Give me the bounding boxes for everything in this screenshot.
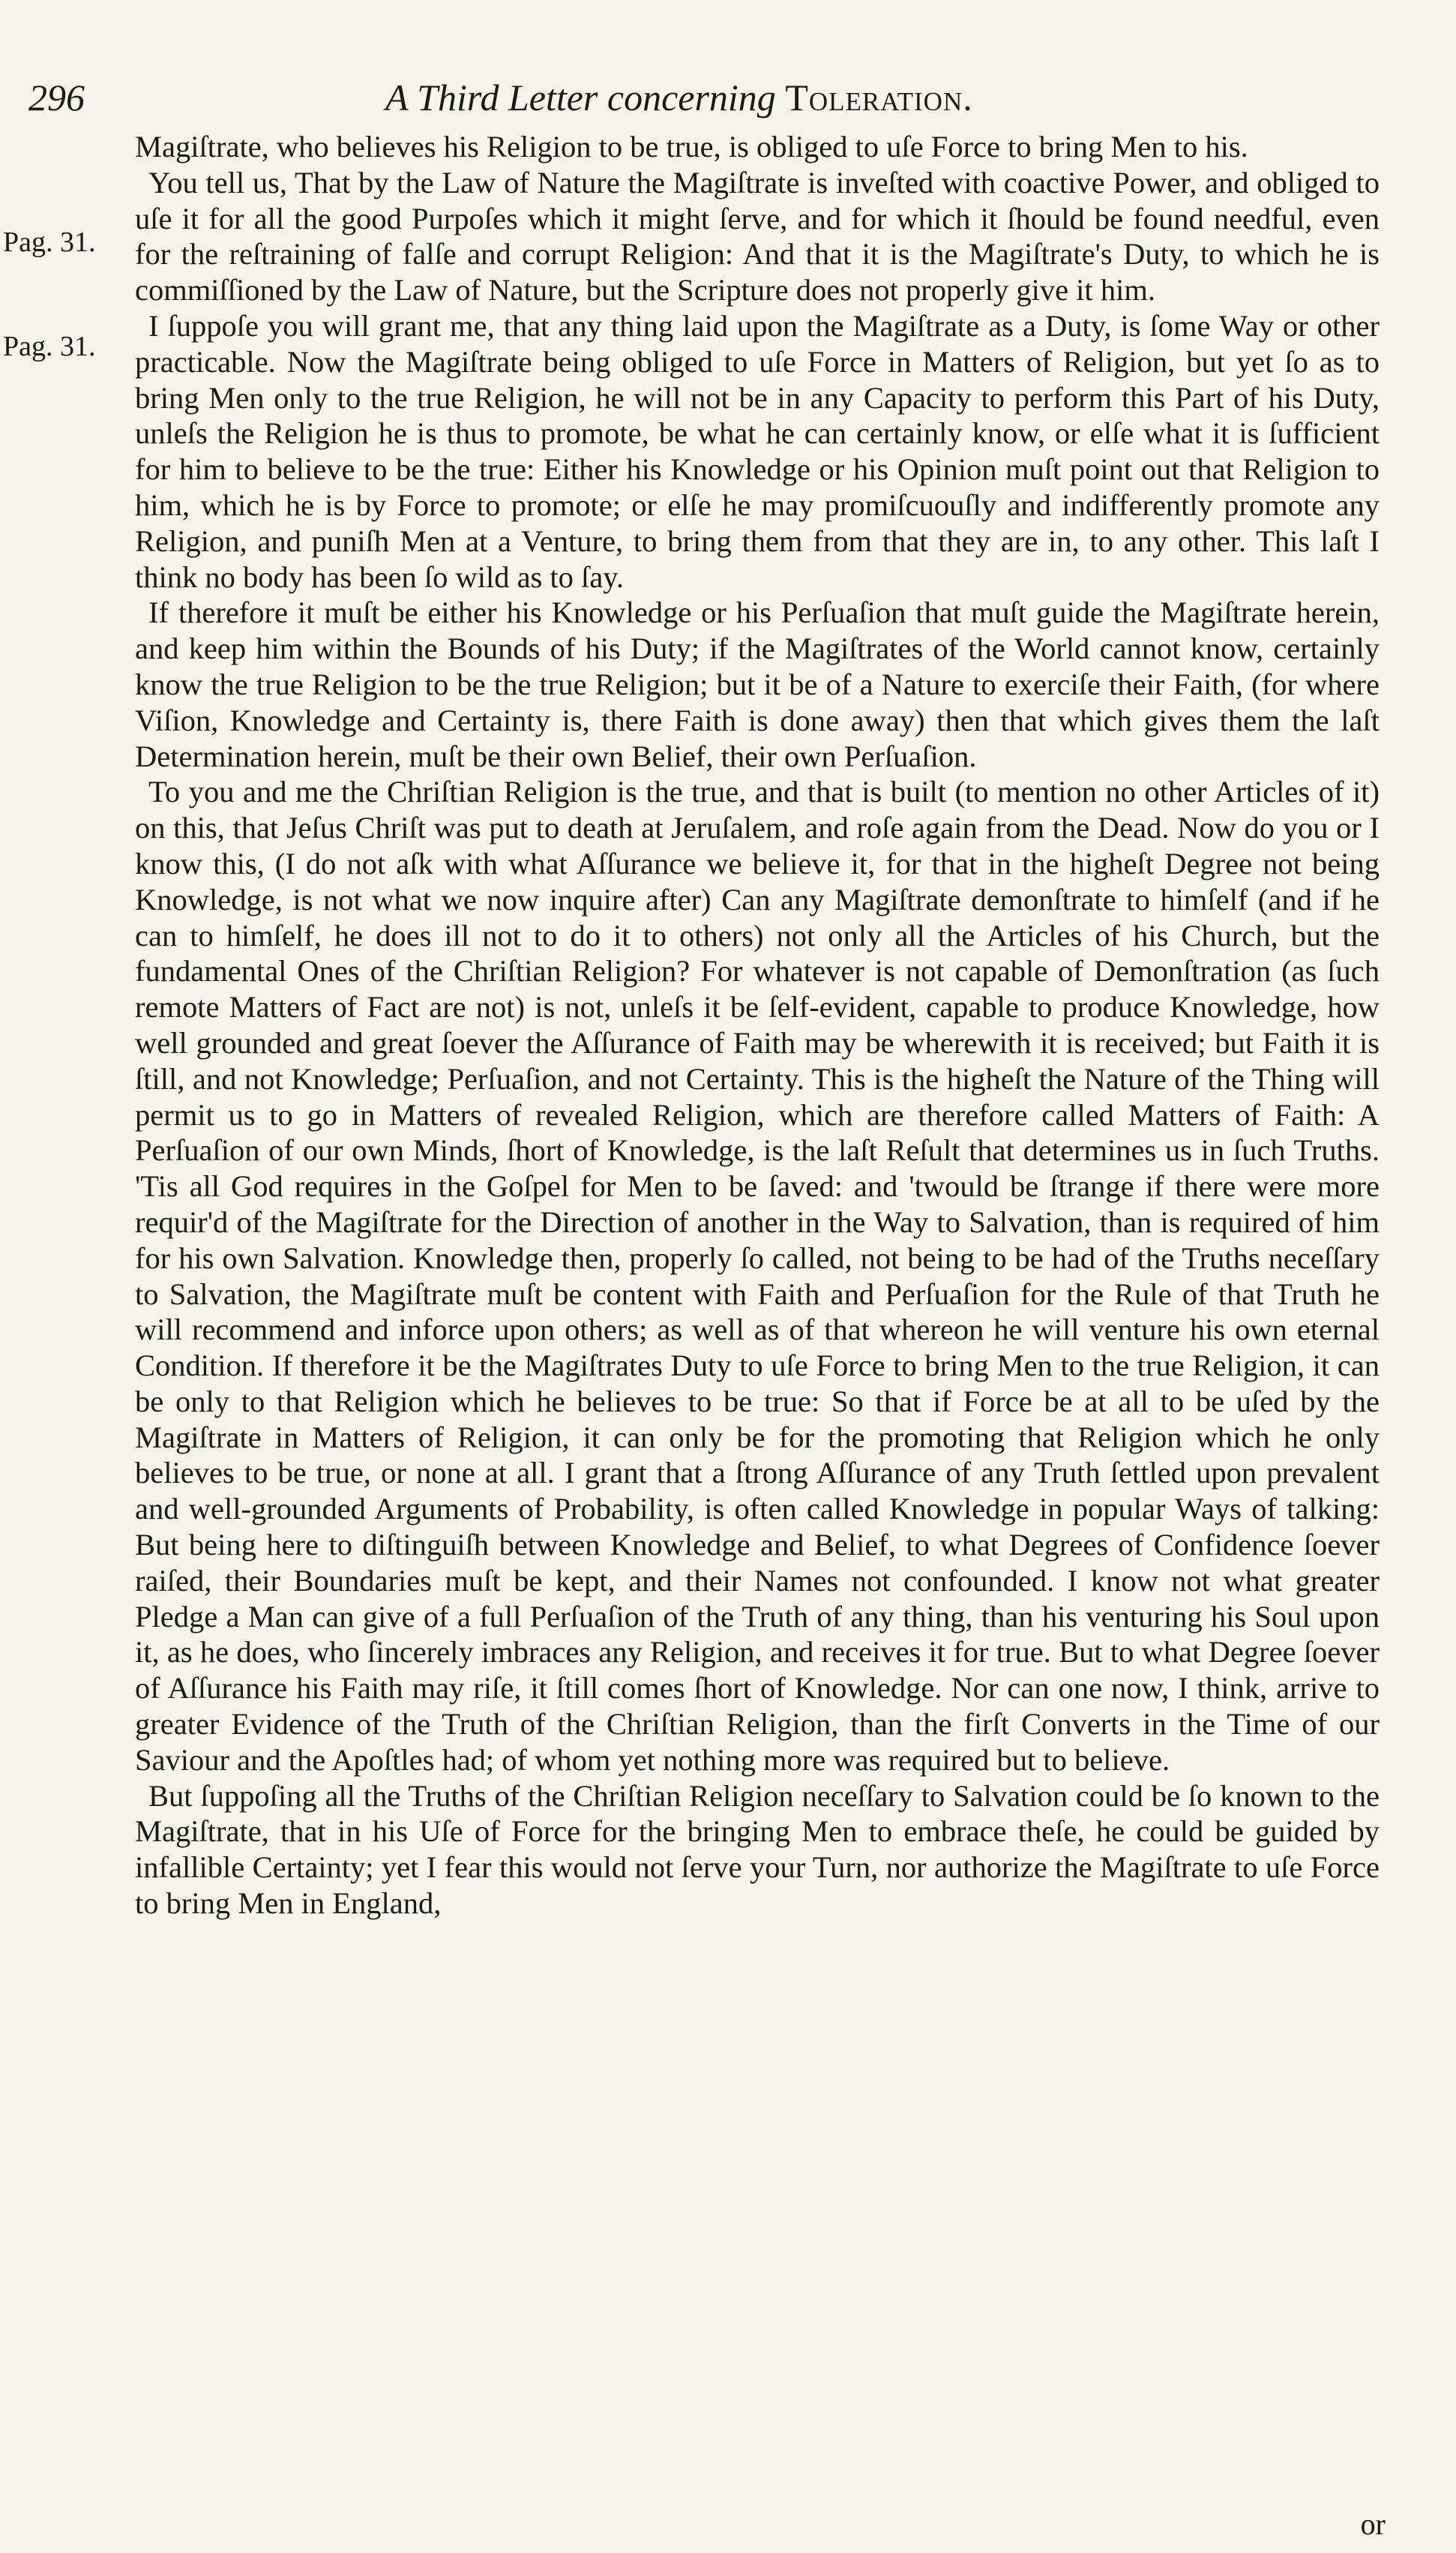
body-text [135,129,1380,1922]
paragraph-continuation: Magiſtrate, who believes his Religion to be true, is obliged to uſe Force to bring Men to his. [135,130,1248,164]
margin-note: Pag. 31. [3,331,96,362]
paragraph: To you and me the Chriſtian Religion is the true, and that is built (to mention no other Articles of it) on this, that Jeſus Chriſt was put to death at Jeruſalem, and roſe again from the Dead. Now do you or I know this, (I do not aſk with what Aſſurance we believe it, for that in the higheſt Degree not being Knowledge, is not what we now inquire after) Can any Magiſtrate demonſtrate to himſelf (and if he can to himſelf, he does ill not to do it to others) not only all the Articles of his Church, but the fundamental Ones of the Chriſtian Religion? For whatever is not capable of Demonſtration (as ſuch remote Matters of Fact are not) is not, unleſs it be ſelf-evident, capable to produce Knowledge, how well grounded and great ſoever the Aſſurance of Faith may be wherewith it is received; but Faith it is ſtill, and not Knowledge; Perſuaſion, and not Certainty. This is the higheſt the Nature of the Thing will permit us to go in Matters of revealed Religion, which are therefore called Matters of Faith: A Perſuaſion of our own Minds, ſhort of Knowledge, is the laſt Reſult that determines us in ſuch Truths. 'Tis all God requires in the Goſpel for Men to be ſaved: and 'twould be ſtrange if there were more requir'd of the Magiſtrate for the Direction of another in the Way to Salvation, than is required of him for his own Salvation. Knowledge then, properly ſo called, not being to be had of the Truths neceſſary to Salvation, the Magiſtrate muſt be content with Faith and Perſuaſion for the Rule of that Truth he will recommend and inforce upon others; as well as of that whereon he will venture his own eternal Condition. If therefore it be the Magiſtrates Duty to uſe Force to bring Men to the true Religion, it can be only to that Religion which he believes to be true: So that if Force be at all to be uſed by the Magiſtrate in Matters of Religion, it can only be for the promoting that Religion which he only believes to be true, or none at all. I grant that a ſtrong Aſſurance of any Truth ſettled upon prevalent and well-grounded Arguments of Probability, is often called Knowledge in popular Ways of talking: But being here to diſtinguiſh between Knowledge and Belief, to what Degrees of Confidence ſoever raiſed, their Boundaries muſt be kept, and their Names not confounded. I know not what greater Pledge a Man can give of a full Perſuaſion of the Truth of any thing, than his venturing his Soul upon it, as he does, who ſincerely imbraces any Religion, and receives it for true. But to what Degree ſoever of Aſſurance his Faith may riſe, it ſtill comes ſhort of Knowledge. Nor can one now, I think, arrive to greater Evidence of the Truth of the Chriſtian Religion, than the firſt Converts in the Time of our Saviour and the Apoſtles had; of whom yet nothing more was required but to believe. [135,775,1380,1777]
running-title-caps: Toleration. [785,76,973,118]
running-title [385,75,973,120]
catchword: or [1360,2507,1386,2541]
running-head [28,75,1408,120]
paragraph: I ſuppoſe you will grant me, that any thing laid upon the Magiſtrate as a Duty, is ſome Way or other practicable. Now the Magiſtrate being obliged to uſe Force in Matters of Religion, but yet ſo as to bring Men only to the true Religion, he will not be in any Capacity to perform this Part of his Duty, unleſs the Religion he is thus to promote, be what he can certainly know, or elſe what it is ſufficient for him to believe to be the true: Either his Knowledge or his Opinion muſt point out that Religion to him, which he is by Force to promote; or elſe he may promiſcuouſly and indifferently promote any Religion, and puniſh Men at a Venture, to bring them from that they are in, to any other. This laſt I think no body has been ſo wild as to ſay. [135,308,1380,594]
margin-note: Pag. 31. [3,226,96,258]
page-number: 296 [28,76,85,118]
paragraph: If therefore it muſt be either his Knowledge or his Perſuaſion that muſt guide the Magiſtrate herein, and keep him within the Bounds of his Duty; if the Magiſtrates of the World cannot know, certainly know the true Religion to be the true Religion; but it be of a Nature to exerciſe their Faith, (for where Viſion, Knowledge and Certainty is, there Faith is done away) then that which gives them the laſt Determination herein, muſt be their own Belief, their own Perſuaſion. [135,596,1380,773]
running-title-italic: A Third Letter concerning [385,76,776,118]
paragraph: But ſuppoſing all the Truths of the Chriſtian Religion neceſſary to Salvation could be ſo known to the Magiſtrate, that in his Uſe of Force for the bringing Men to embrace theſe, he could be guided by infallible Certainty; yet I fear this would not ſerve your Turn, nor authorize the Magiſtrate to uſe Force to bring Men in England, [135,1778,1380,1921]
paragraph-quotation: You tell us, That by the Law of Nature the Magiſtrate is inveſted with coactive Power, and obliged to uſe it for all the good Purpoſes which it might ſerve, and for which it ſhould be found needful, even for the reſtraining of falſe and corrupt Religion: And that it is the Magiſtrate's Duty, to which he is commiſſioned by the Law of Nature, but the Scripture does not properly give it him. [135,165,1380,308]
